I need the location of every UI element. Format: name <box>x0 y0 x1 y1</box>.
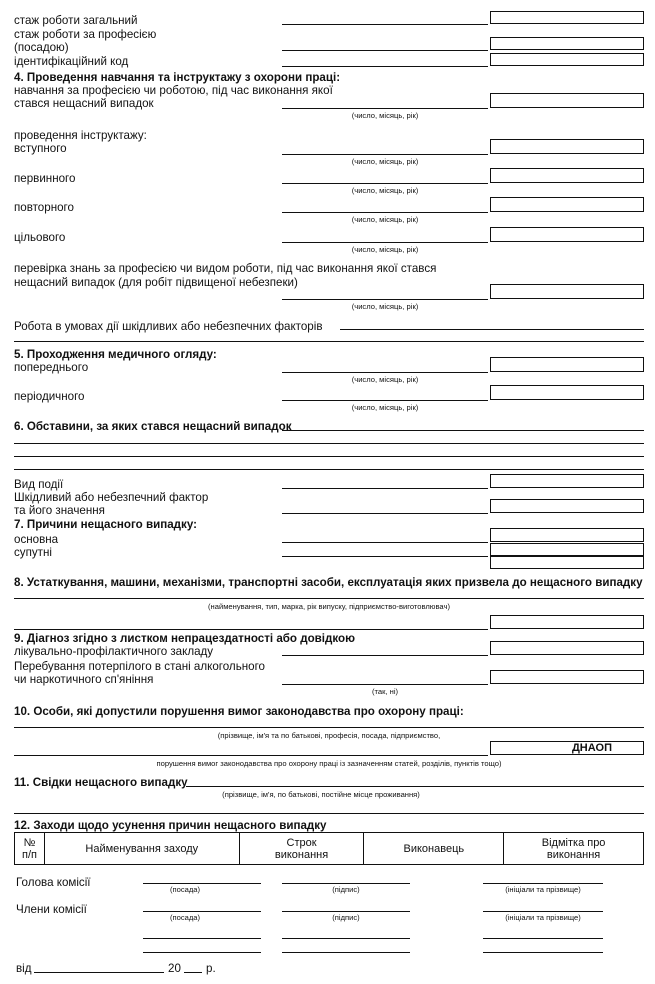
section-11-title: 11. Свідки нещасного випадку <box>14 776 188 789</box>
label-check-l2: нещасний випадок (для робіт підвищеної небезпеки) <box>14 276 298 289</box>
box-periodic-date[interactable] <box>490 385 644 400</box>
line-equipment[interactable] <box>14 598 644 599</box>
line-date-year[interactable] <box>184 972 202 973</box>
line-harmful-conditions[interactable] <box>340 329 644 330</box>
label-cause-main: основна <box>14 533 59 546</box>
line-member3-signature[interactable] <box>282 952 410 953</box>
hint-date-introductory: (число, місяць, рік) <box>351 157 419 166</box>
line-target-date[interactable] <box>282 242 488 243</box>
box-staff-general[interactable] <box>490 11 644 24</box>
line-cause-accompanying[interactable] <box>282 556 488 557</box>
label-staff-general: стаж роботи загальний <box>14 14 138 27</box>
line-member2-signature[interactable] <box>282 938 410 939</box>
col-executor: Виконавець <box>364 833 504 865</box>
line-date[interactable] <box>34 972 164 973</box>
label-alcohol-l1: Перебування потерпілого в стані алкогольного <box>14 660 266 673</box>
line-diagnosis[interactable] <box>282 655 488 656</box>
hint-member-initials: (ініціали та прізвище) <box>505 913 581 922</box>
box-id-code[interactable] <box>490 53 644 66</box>
section-9-title: 9. Діагноз згідно з листком непрацездатності або довідкою <box>14 632 356 645</box>
box-dnaop[interactable] <box>490 741 644 755</box>
label-training-l1: навчання за професією чи роботою, під час виконання якої <box>14 84 333 97</box>
line-member2-position[interactable] <box>143 938 261 939</box>
measures-table <box>14 832 644 865</box>
label-commission-head: Голова комісії <box>16 876 91 889</box>
label-factor-l2: та його значення <box>14 504 105 517</box>
hint-member-signature: (підпис) <box>332 913 360 922</box>
label-commission-members: Члени комісії <box>16 903 87 916</box>
line-witnesses-2[interactable] <box>14 813 644 814</box>
label-staff-position: (посадою) <box>14 41 69 54</box>
hint-violators-2: порушення вимог законодавства про охорону праці із зазначенням статей, розділів, пунктів тощо) <box>156 759 502 768</box>
hint-date-repeated: (число, місяць, рік) <box>351 215 419 224</box>
hint-head-position: (посада) <box>169 885 201 894</box>
line-preliminary-date[interactable] <box>282 372 488 373</box>
section-7-title: 7. Причини нещасного випадку: <box>14 518 197 531</box>
box-introductory-date[interactable] <box>490 139 644 154</box>
line-equipment-2[interactable] <box>14 629 488 630</box>
hint-witnesses: (прізвище, ім'я, по батькові, постійне місце проживання) <box>222 790 420 799</box>
section-4-title: 4. Проведення навчання та інструктажу з охорони праці: <box>14 71 341 84</box>
box-factor[interactable] <box>490 499 644 513</box>
label-staff-profession: стаж роботи за професією <box>14 28 157 41</box>
box-event-kind[interactable] <box>490 474 644 488</box>
box-training-date[interactable] <box>490 93 644 108</box>
box-cause-main[interactable] <box>490 528 644 542</box>
label-id-code: ідентифікаційний код <box>14 55 129 68</box>
line-cause-main[interactable] <box>282 542 488 543</box>
col-measure-name: Найменування заходу <box>44 833 239 865</box>
line-check-date[interactable] <box>282 299 488 300</box>
hint-violators-1: (прізвище, ім'я та по батькові, професія, посада, підприємство, <box>217 731 441 740</box>
line-repeated-date[interactable] <box>282 212 488 213</box>
label-repeated: повторного <box>14 201 74 214</box>
hint-date-training: (число, місяць, рік) <box>351 111 419 120</box>
line-member1-position[interactable] <box>143 911 261 912</box>
line-periodic-date[interactable] <box>282 400 488 401</box>
label-primary: первинного <box>14 172 76 185</box>
box-target-date[interactable] <box>490 227 644 242</box>
line-harmful-extra[interactable] <box>14 341 644 342</box>
hint-alcohol: (так, ні) <box>371 687 399 696</box>
line-alcohol[interactable] <box>282 684 488 685</box>
box-diagnosis[interactable] <box>490 641 644 655</box>
line-primary-date[interactable] <box>282 183 488 184</box>
line-head-signature[interactable] <box>282 883 410 884</box>
hint-equipment: (найменування, тип, марка, рік випуску, підприємство-виготовлювач) <box>208 602 450 611</box>
box-cause-accompanying-1[interactable] <box>490 543 644 556</box>
label-date-yr: р. <box>206 962 216 975</box>
box-staff-profession[interactable] <box>490 37 644 50</box>
line-circumstances-2[interactable] <box>14 443 644 444</box>
line-staff-profession[interactable] <box>282 50 488 51</box>
line-circumstances-1[interactable] <box>282 430 644 431</box>
label-date-from: від <box>16 962 32 975</box>
line-introductory-date[interactable] <box>282 154 488 155</box>
line-event-kind[interactable] <box>282 488 488 489</box>
line-head-initials[interactable] <box>483 883 603 884</box>
line-training-date[interactable] <box>282 108 488 109</box>
box-repeated-date[interactable] <box>490 197 644 212</box>
label-introductory: вступного <box>14 142 67 155</box>
label-harmful-conditions: Робота в умовах дії шкідливих або небезпечних факторів <box>14 320 323 333</box>
label-target: цільового <box>14 231 66 244</box>
section-6-title: 6. Обставини, за яких стався нещасний випадок <box>14 420 292 433</box>
hint-date-periodic: (число, місяць, рік) <box>351 403 419 412</box>
section-5-title: 5. Проходження медичного огляду: <box>14 348 217 361</box>
line-id-code[interactable] <box>282 66 488 67</box>
hint-date-target: (число, місяць, рік) <box>351 245 419 254</box>
label-factor-l1: Шкідливий або небезпечний фактор <box>14 491 209 504</box>
label-event-kind: Вид події <box>14 478 64 491</box>
box-alcohol[interactable] <box>490 670 644 684</box>
label-diagnosis-l2: лікувально-профілактичного закладу <box>14 645 214 658</box>
line-member1-signature[interactable] <box>282 911 410 912</box>
box-equipment[interactable] <box>490 615 644 629</box>
line-circumstances-3[interactable] <box>14 456 644 457</box>
label-preliminary: попереднього <box>14 361 89 374</box>
line-staff-general[interactable] <box>282 24 488 25</box>
line-member3-initials[interactable] <box>483 952 603 953</box>
col-completion-mark: Відмітка про виконання <box>504 833 644 865</box>
line-member1-initials[interactable] <box>483 911 603 912</box>
box-preliminary-date[interactable] <box>490 357 644 372</box>
line-factor[interactable] <box>282 513 488 514</box>
line-member2-initials[interactable] <box>483 938 603 939</box>
label-date-year-prefix: 20 <box>168 962 181 975</box>
label-cause-accompanying: супутні <box>14 546 52 559</box>
label-check-l1: перевірка знань за професією чи видом роботи, під час виконання якої стався <box>14 262 437 275</box>
table-header-row <box>15 833 644 865</box>
line-head-position[interactable] <box>143 883 261 884</box>
label-instruction-head: проведення інструктажу: <box>14 129 147 142</box>
hint-member-position: (посада) <box>169 913 201 922</box>
hint-head-initials: (ініціали та прізвище) <box>505 885 581 894</box>
col-number: № п/п <box>15 833 45 865</box>
line-witnesses-1[interactable] <box>186 786 644 787</box>
hint-date-check: (число, місяць, рік) <box>351 302 419 311</box>
box-cause-accompanying-2[interactable] <box>490 556 644 569</box>
col-deadline: Строк виконання <box>239 833 364 865</box>
section-8-title: 8. Устаткування, машини, механізми, транспортні засоби, експлуатація яких призвела до нещасного випадку <box>14 576 643 589</box>
line-violators-2[interactable] <box>14 755 488 756</box>
label-periodic: періодичного <box>14 390 85 403</box>
box-check-date[interactable] <box>490 284 644 299</box>
hint-date-primary: (число, місяць, рік) <box>351 186 419 195</box>
section-12-title: 12. Заходи щодо усунення причин нещасного випадку <box>14 819 327 832</box>
box-primary-date[interactable] <box>490 168 644 183</box>
hint-head-signature: (підпис) <box>332 885 360 894</box>
label-training-l2: стався нещасний випадок <box>14 97 154 110</box>
hint-date-preliminary: (число, місяць, рік) <box>351 375 419 384</box>
section-10-title: 10. Особи, які допустили порушення вимог законодавства про охорону праці: <box>14 705 464 718</box>
box-dnaop-label: ДНАОП <box>571 742 613 754</box>
line-violators-1[interactable] <box>14 727 644 728</box>
label-alcohol-l2: чи наркотичного сп'яніння <box>14 673 154 686</box>
line-circumstances-4[interactable] <box>14 469 644 470</box>
line-member3-position[interactable] <box>143 952 261 953</box>
